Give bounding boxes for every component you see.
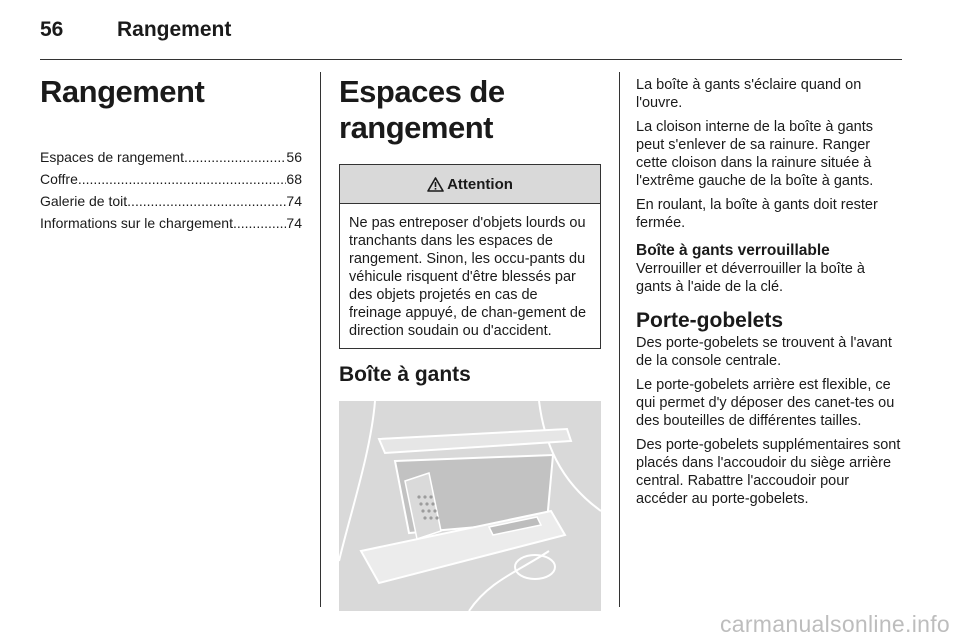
paragraph: Verrouiller et déverrouiller la boîte à gants à l'aide de la clé.	[636, 261, 865, 295]
toc-entry-page: 56	[286, 149, 302, 165]
glovebox-illustration	[339, 401, 601, 611]
toc-entry-label: Espaces de rangement	[40, 149, 184, 165]
toc-entry-label: Galerie de toit	[40, 193, 128, 209]
lockable-glovebox-heading: Boîte à gants verrouillable	[636, 242, 830, 259]
paragraph: Le porte-gobelets arrière est flexible, ce qui permet d'y déposer des canet-tes ou des bouteilles de différentes tailles.	[636, 377, 895, 429]
cupholders-heading: Porte-gobelets	[636, 309, 784, 332]
toc-entry[interactable]	[40, 146, 302, 168]
running-header: Rangement	[117, 18, 232, 41]
paragraph: Des porte-gobelets supplémentaires sont placés dans l'accoudoir du siège arrière central. Rabattre l'accoudoir pour accéder au porte-gobelets.	[636, 437, 901, 507]
section-title: Espaces de rangement	[339, 74, 505, 145]
toc-entry[interactable]	[40, 190, 302, 212]
toc-entry-label: Informations sur le chargement	[40, 215, 233, 231]
header-divider	[40, 59, 902, 60]
paragraph: La boîte à gants s'éclaire quand on l'ouvre.	[636, 77, 862, 111]
warning-triangle-icon	[427, 177, 444, 192]
warning-text: Ne pas entreposer d'objets lourds ou tranchants dans les espaces de rangement. Sinon, les occu-pants du véhicule risquent d'être blessés par des objets projetés en cas de freinage appuyé, de chan-gement de direction soudain ou d'accident.	[349, 215, 587, 339]
toc-entry-label: Coffre	[40, 171, 78, 187]
toc-entry[interactable]	[40, 168, 302, 190]
toc-entry-page: 74	[286, 215, 302, 231]
toc-list	[40, 146, 302, 234]
watermark: carmanualsonline.info	[719, 611, 950, 637]
toc-entry-page: 68	[286, 171, 302, 187]
glovebox-heading: Boîte à gants	[339, 363, 471, 386]
warning-box	[339, 164, 601, 349]
paragraph: En roulant, la boîte à gants doit rester fermée.	[636, 197, 878, 231]
paragraph: Des porte-gobelets se trouvent à l'avant de la console centrale.	[636, 335, 892, 369]
warning-header	[340, 165, 600, 204]
toc-entry[interactable]	[40, 212, 302, 234]
paragraph: La cloison interne de la boîte à gants peut s'enlever de sa rainure. Ranger cette cloison dans la rainure située à l'extrême gauche de la boîte à gants.	[636, 119, 874, 189]
page-number: 56	[40, 18, 64, 41]
toc-entry-page: 74	[286, 193, 302, 209]
right-column	[636, 76, 904, 514]
column-divider-2	[619, 72, 620, 607]
middle-column	[339, 74, 601, 616]
warning-title: Attention	[447, 175, 513, 193]
toc-column	[40, 74, 302, 234]
column-divider-1	[320, 72, 321, 607]
chapter-title: Rangement	[40, 74, 205, 109]
